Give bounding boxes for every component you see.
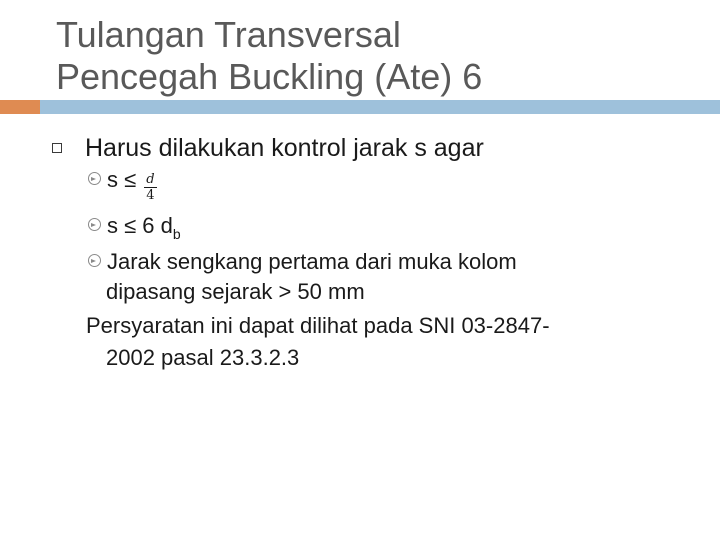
title-accent-bar: [0, 100, 40, 114]
fraction-denominator: 4: [144, 187, 156, 203]
circled-arrow-icon: [88, 254, 101, 267]
fraction-numerator: d: [146, 172, 155, 187]
circled-arrow-icon: [88, 218, 101, 231]
sub-bullet-jarak-line-1: Jarak sengkang pertama dari muka kolom: [107, 249, 517, 274]
subscript-b: b: [172, 226, 181, 242]
sub-bullet-s-le-6d: s ≤ 6 d: [107, 213, 173, 238]
sub-bullet-jarak-sengkang: [88, 248, 517, 276]
sub-bullet-s-le-6db: [88, 212, 181, 248]
hollow-square-icon: [52, 143, 62, 153]
slide-title-line-2: Pencegah Buckling (Ate) 6: [56, 56, 483, 97]
slide-title: [56, 14, 482, 98]
title-divider-bar: [40, 100, 720, 114]
sub-bullet-s-le-d4: [88, 166, 157, 203]
slide-title-line-1: Tulangan Transversal: [56, 14, 401, 55]
note-line-1: Persyaratan ini dapat dilihat pada SNI 03-2847-: [86, 313, 550, 338]
circled-arrow-icon: [88, 172, 101, 185]
note-line-2: 2002 pasal 23.3.2.3: [106, 345, 300, 370]
bullet-text-main: Harus dilakukan kontrol jarak s agar: [85, 134, 484, 162]
fraction-d-over-4: [144, 172, 156, 203]
sub-bullet-s-le-prefix: s ≤: [107, 167, 137, 192]
sub-bullet-jarak-line-2: dipasang sejarak > 50 mm: [106, 279, 365, 304]
